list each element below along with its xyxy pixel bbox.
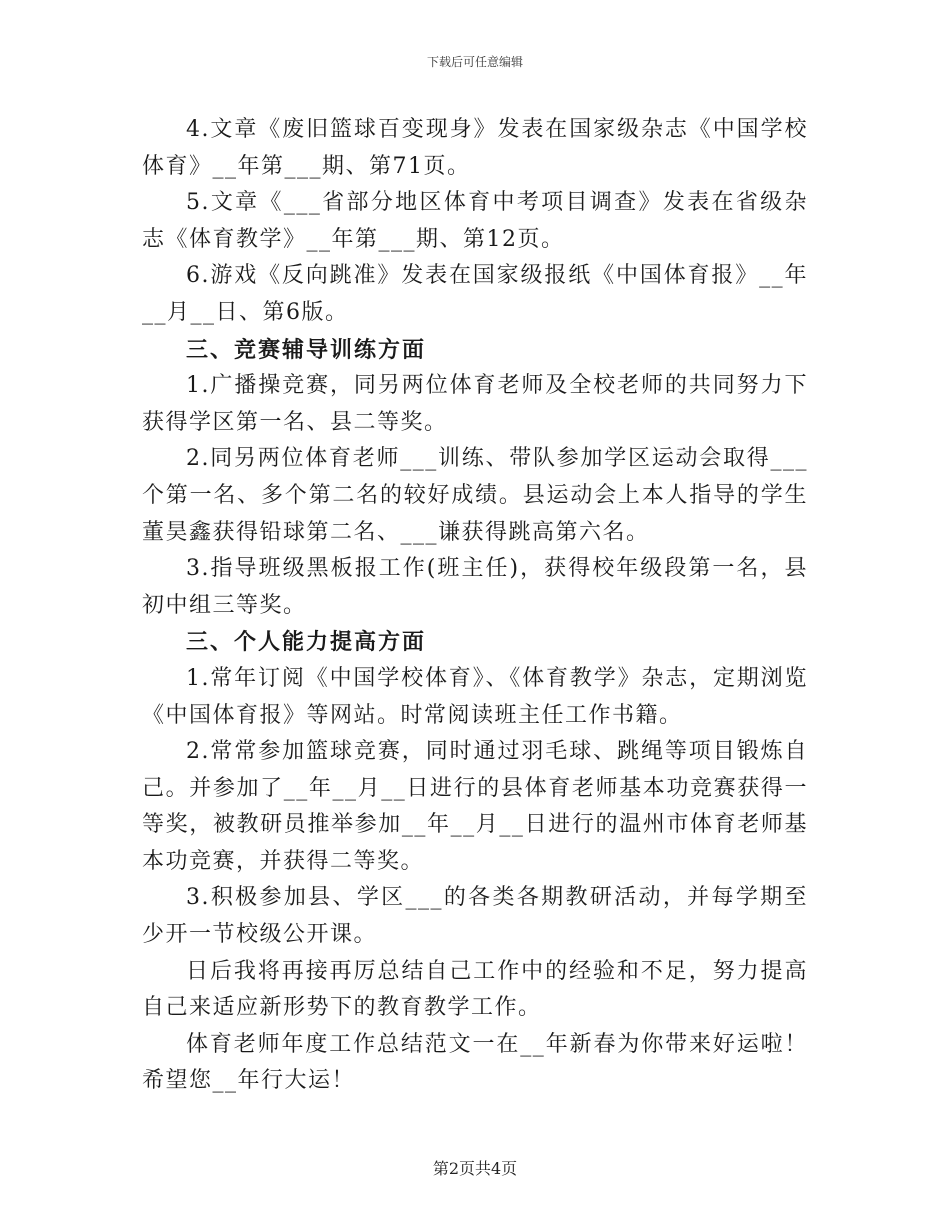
paragraph-item-5: 5.文章《___省部分地区体育中考项目调查》发表在省级杂志《体育教学》__年第___期、第12页。 xyxy=(142,190,808,252)
paragraph-item-4: 4.文章《废旧篮球百变现身》发表在国家级杂志《中国学校体育》__年第___期、第71页。 xyxy=(142,117,808,179)
section-heading-competition: 三、竞赛辅导训练方面 xyxy=(186,336,427,363)
paragraph-competition-2: 2.同另两位体育老师___训练、带队参加学区运动会取得___个第一名、多个第二名的较好成绩。县运动会上本人指导的学生董昊鑫获得铅球第二名、___谦获得跳高第六名。 xyxy=(142,446,808,545)
paragraph-closing: 体育老师年度工作总结范文一在__年新春为你带来好运啦！希望您__年行大运！ xyxy=(142,1031,808,1094)
section-heading-personal: 三、个人能力提高方面 xyxy=(186,629,427,656)
paragraph-competition-3: 3.指导班级黑板报工作(班主任)，获得校年级段第一名，县初中组三等奖。 xyxy=(142,556,808,618)
paragraph-personal-3: 3.积极参加县、学区___的各类各期教研活动，并每学期至少开一节校级公开课。 xyxy=(142,885,808,948)
paragraph-conclusion: 日后我将再接再厉总结自己工作中的经验和不足，努力提高自己来适应新形势下的教育教学工作。 xyxy=(142,958,808,1021)
paragraph-item-6: 6.游戏《反向跳准》发表在国家级报纸《中国体育报》__年__月__日、第6版。 xyxy=(142,263,808,325)
paragraph-personal-1: 1.常年订阅《中国学校体育》、《体育教学》杂志，定期浏览《中国体育报》等网站。时常阅读班主任工作书籍。 xyxy=(142,665,808,728)
page-header: 下载后可任意编辑 xyxy=(426,55,523,69)
paragraph-competition-1: 1.广播操竞赛，同另两位体育老师及全校老师的共同努力下获得学区第一名、县二等奖。 xyxy=(142,373,808,435)
page-footer: 第2页共4页 xyxy=(432,1159,518,1178)
paragraph-personal-2: 2.常常参加篮球竞赛，同时通过羽毛球、跳绳等项目锻炼自己。并参加了__年__月__日进行的县体育老师基本功竞赛获得一等奖，被教研员推举参加__年__月__日进行的温州市体育老师基本功竞赛，并获得二等奖。 xyxy=(142,739,808,874)
document-body xyxy=(142,112,808,1100)
